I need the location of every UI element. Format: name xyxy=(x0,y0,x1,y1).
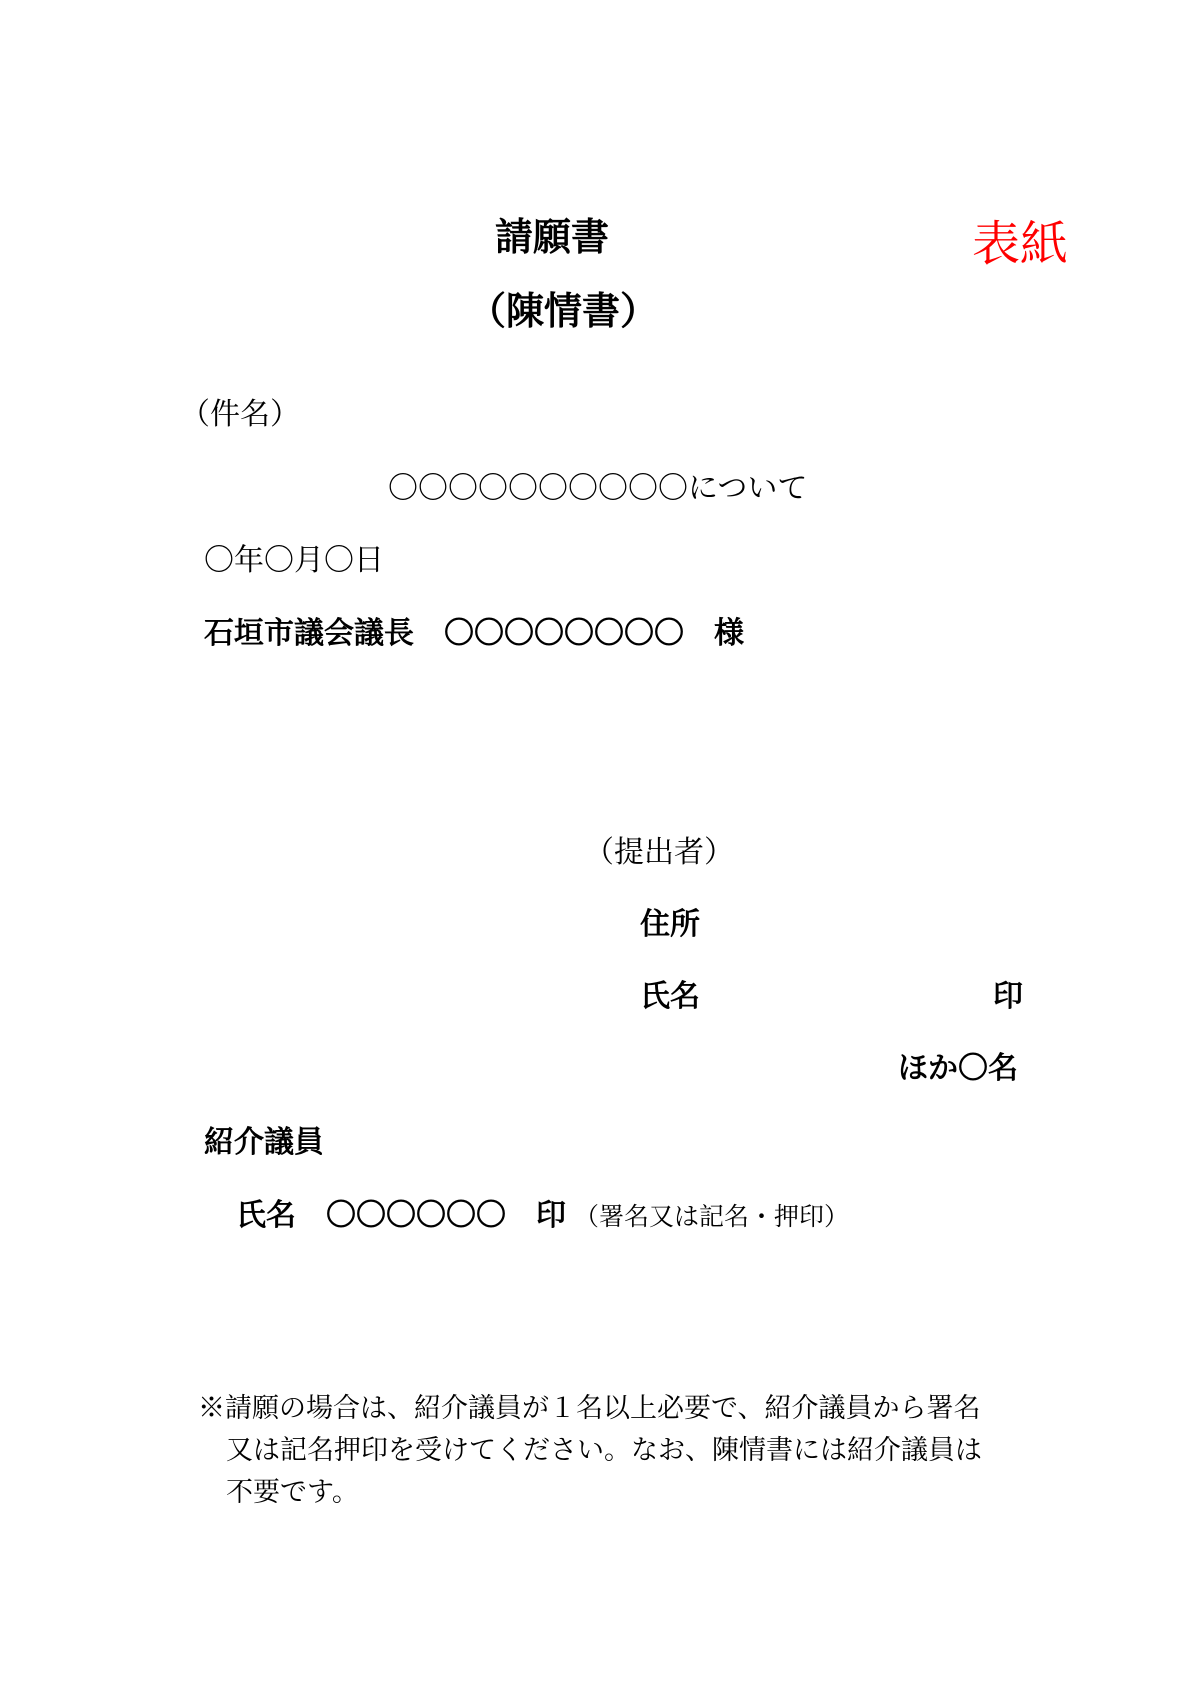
note-line-2: 又は記名押印を受けてください。なお、陳情書には紹介議員は xyxy=(226,1435,982,1466)
subject-text: 〇〇〇〇〇〇〇〇〇〇について xyxy=(388,471,808,506)
introducer-name-line xyxy=(236,1198,850,1233)
document-subtitle: （陳情書） xyxy=(468,289,659,333)
submitter-name-label: 氏名 xyxy=(640,979,700,1014)
submitter-others: ほか〇名 xyxy=(898,1051,1018,1086)
submitter-heading: （提出者） xyxy=(584,835,734,870)
submitter-address-label: 住所 xyxy=(640,907,700,942)
note-line-3: 不要です。 xyxy=(226,1477,359,1508)
introducer-name-note: （署名又は記名・押印） xyxy=(574,1202,850,1231)
submitter-seal-label: 印 xyxy=(993,979,1023,1014)
introducer-heading: 紹介議員 xyxy=(204,1125,324,1160)
cover-label: 表紙 xyxy=(972,216,1069,272)
document-title: 請願書 xyxy=(495,215,610,259)
addressee-line: 石垣市議会議長 〇〇〇〇〇〇〇〇 様 xyxy=(204,616,744,651)
note-line-1: ※請願の場合は、紹介議員が１名以上必要で、紹介議員から署名 xyxy=(198,1393,981,1424)
subject-label: （件名） xyxy=(180,397,300,432)
introducer-name-text: 氏名 〇〇〇〇〇〇 印 xyxy=(236,1198,566,1233)
date-text: 〇年〇月〇日 xyxy=(204,543,384,578)
